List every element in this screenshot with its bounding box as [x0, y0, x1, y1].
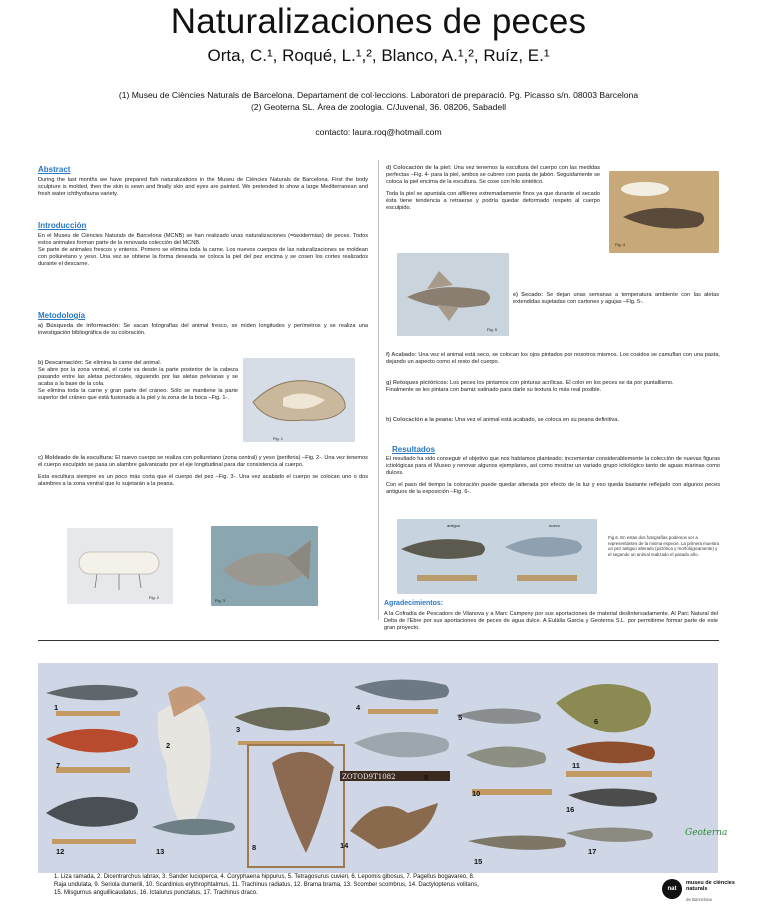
species-list [54, 873, 674, 897]
step-c-text-1: El nuevo cuerpo se realiza con poliuretano (zona central) y yeso (periferia) –Fig. 2-. Una vez tenemos el cuerpo esculpido se pasa un alambre galvanizado por el eje longitudinal para dar consistencia al cuerpo. [38, 455, 368, 468]
step-b-text-1: Se elimina la carne del animal. [84, 360, 162, 366]
fig3-label: Fig. 3 [215, 598, 226, 603]
step-g-text-2: Finalmente se les pintara con barniz satinado para darle su textura lo más real posible. [386, 386, 602, 393]
step-b-text-3: Se elimina toda la carne y gran parte del cráneo. Sólo se mantiene la parte superior del cráneo que está fusionada a la piel y la zona de la boca –Fig. 1-. [38, 387, 238, 401]
step-a-label: a) Búsqueda de información: [38, 323, 121, 329]
fig2-photo [67, 528, 173, 604]
gallery-number-15: 15 [474, 857, 483, 866]
introduccion-paragraph-1: En el Museu de Ciències Naturals de Barcelona (MCNB) se han realizado unas naturalizaciones (=taxidermias) de peces. Todos estos animales forman parte de la renovada colección del MCNB. [38, 233, 368, 246]
resultados-heading: Resultados [392, 445, 436, 454]
step-d-text-2: Toda la piel se apuntala con alfileres extremadamente finos ya que durante el secado ésta tiene tendencia a retraerse y podría quedar deformado respeto al cuerpo esculpido. [386, 190, 600, 211]
poster-title: Naturalizaciones de peces [170, 2, 587, 41]
geoterna-logo: Geoterna [685, 828, 728, 838]
gallery-plaque: ZOTOD9T1082 [342, 773, 396, 781]
step-h-label: h) Colocación a la peana: [386, 417, 454, 423]
step-e-text: Se dejan unas semanas a temperatura ambiente con las aletas extendidas sujetadas con cartones y agujas –Fig. 5-. [513, 292, 719, 305]
fig6-photo [397, 519, 597, 594]
fig5-photo [397, 253, 509, 336]
fig4-label: Fig. 4 [615, 242, 626, 247]
species-line-1: 1. Liza ramada, 2. Dicentrarchus labrax, 3. Sander lucioperca, 4. Coryphaena hippurus, 5. Tetragosurus cuvieri, 6. Lepomis gibosus, 7. Pagellus bogavareo, 8. [54, 874, 475, 880]
gallery-number-2: 2 [166, 741, 171, 750]
fig6-caption: Fig.6. En estas dos fotografías podemos ver a representantes de la misma especie. La primera muestra un pez antiguo alterado (pictórica y morfológicamente) y el segundo un animal realizado el pasado año. [608, 535, 720, 557]
fig3-photo [211, 526, 318, 606]
step-e [513, 292, 719, 306]
contact-email[interactable]: contacto: laura.roq@hotmail.com [315, 127, 442, 137]
gallery-number-8: 8 [252, 843, 257, 852]
gallery-number-4: 4 [356, 703, 361, 712]
step-h-text: Una vez el animal está acabado, se coloca en su peana definitiva. [455, 417, 619, 423]
fig4-illustration [609, 171, 719, 253]
step-f [386, 352, 720, 366]
step-c-label: c) Moldeado de la escultura: [38, 455, 114, 461]
resultados-text [386, 456, 720, 496]
abstract-text: During the last months we have prepared fish naturalizations in the Museu de Ciències Naturals de Barcelona. First the body sculpture is molded, then the skin is sewn and finally skin and eyes are painted. We pretended to show a large Mediterranean and fresh water ichthyofauna variety. [38, 177, 368, 197]
gallery-number-9: 9 [424, 773, 429, 782]
gallery-number-7: 7 [56, 761, 61, 770]
fig2-label: Fig. 2 [149, 595, 160, 600]
step-d-label: d) Colocación de la piel: [386, 165, 452, 171]
gallery-illustration [38, 663, 718, 873]
fig5-drying-fish-illustration [397, 253, 509, 336]
introduccion-text [38, 233, 368, 268]
column-divider [378, 160, 379, 620]
fig6-label-old: antiguo [447, 523, 461, 528]
agradecimientos-text: A la Cofradía de Pescadors de Vilanova y a Marc Campeny por sus aportaciones de material deslintersadamente. Al Parc Natural del Delta de l'Ebre por sus aportaciones de peces de agua dulce. A Eulàlia Garcia y Geoterna S.L. por permitirme formar parte de este gran proyecto. [384, 611, 718, 631]
resultados-paragraph-2: Con el paso del tiempo la coloración puede quedar alterada por efecto de la luz y eso queda bastante reflejado con algunos peces antiguos de la exposición –Fig. 6-. [386, 481, 720, 495]
step-g-text: Los peces los pintamos con pinturas acrílicas. El color en los peces se da por puntallismo. [450, 380, 674, 386]
step-b-text-2: Se abre por la zona ventral, el corte va desde la parte posterior de la cabeza pasando entre las aletas pectorales, siguiendo por las aletas pelvianas y se acaba a la base de la cola. [38, 366, 238, 387]
fig4-photo [609, 171, 719, 253]
gallery-number-17: 17 [588, 847, 597, 856]
fig6-fish-comparison-illustration [397, 519, 597, 594]
resultados-paragraph-1: El resultado ha sido conseguir el objetivo que nos hablamos planteado: incrementar considerablemente la colección de nuevas figuras ictiológicas para el Museo y renovar algunos ejemplares, así como mostrar un variado grupo ictiológico tanto de aguas marinas como dulces. [386, 456, 720, 476]
gallery-number-10: 10 [472, 789, 481, 798]
fig1-fish-skin-illustration [243, 358, 355, 442]
museum-logo-text: museu de ciències naturals [686, 880, 735, 893]
fig1-photo [243, 358, 355, 442]
step-f-text: Una vez el animal está seco, se colocan los ojos pintados por nosotros mismos. Los cosidos se camuflan con una pasta, dejando un aspecto como el resto del cuerpo. [386, 352, 720, 365]
fish-gallery [38, 663, 718, 873]
step-e-label: e) Secado: [513, 292, 544, 298]
introduccion-heading: Introducción [38, 221, 87, 230]
affiliations [0, 89, 757, 113]
gallery-number-13: 13 [156, 847, 165, 856]
gallery-number-12: 12 [56, 847, 65, 856]
affiliation-2: (2) Geoterna SL. Àrea de zoologia. C/Juvenal, 36. 08206, Sabadell [250, 102, 507, 112]
fig6-label-new: nuevo [549, 523, 560, 528]
species-line-3: 15. Misgurnus anguillicaudatus, 16. Ictalurus punctatus, 17. Trachinus draco. [54, 890, 258, 896]
step-d [386, 165, 600, 211]
museum-logo-icon: nat [662, 879, 682, 899]
metodologia-heading: Metodología [38, 311, 86, 320]
gallery-number-11: 11 [572, 761, 580, 770]
metodologia-b [38, 360, 238, 401]
gallery-number-16: 16 [566, 805, 575, 814]
gallery-number-6: 6 [594, 717, 599, 726]
step-f-label: f) Acabado: [386, 352, 417, 358]
introduccion-paragraph-2: Se parte de animales frescos y enteros. Primero se elimina toda la carne. Los nuevos cuerpos de las naturalizaciones se moldean con poliuretano y yeso. Una vez se obtiene la forma deseada se coloca la piel del pez encima y se cosen los cortes realizados durante el descarne. [38, 246, 368, 267]
step-g [386, 380, 720, 394]
step-a-text: Se sacan fotografías del animal fresco, se miden longitudes y perímetros y se realiza una investigación bibliográfica de su coloración. [38, 323, 369, 336]
fig1-label: Fig. 1 [273, 436, 284, 441]
metodologia-a [38, 323, 368, 337]
fig5-label: Fig. 5 [487, 327, 498, 332]
step-h [386, 417, 720, 424]
gallery-number-1: 1 [54, 703, 59, 712]
step-d-text: Una vez tenemos la escultura del cuerpo con las medidas perfectas –Fig. 4- para la piel, ambos se cubren con pasta de jabón. Seguidamente se coloca la piel encima de la escultura. Se cose con hilo sintético. [386, 165, 601, 185]
gallery-number-3: 3 [236, 725, 241, 734]
step-b-label: b) Descarnación: [38, 360, 84, 366]
section-divider [38, 640, 719, 641]
step-g-label: g) Retoques pictóricos: [386, 380, 449, 386]
metodologia-c [38, 455, 368, 488]
gallery-number-14: 14 [340, 841, 349, 850]
species-line-2: Raja undulata, 9. Seriola dumerili, 10. Scardinius erythrophtalmus, 11. Trachinus radiatus, 12. Brama brama, 13. Scomber scombrus, 14. Dactylopterus volitans, [54, 882, 479, 888]
fig3-fish-illustration [211, 526, 318, 606]
abstract-heading: Abstract [38, 165, 71, 174]
authors: Orta, C.¹, Roqué, L.¹,², Blanco, A.¹,², Ruíz, E.¹ [207, 46, 550, 65]
gallery-number-5: 5 [458, 713, 463, 722]
museum-logo-subtext: de Barcelona [686, 897, 712, 902]
affiliation-1: (1) Museu de Ciències Naturals de Barcelona. Departament de col·leccions. Laboratori de preparació. Pg. Picasso s/n. 08003 Barcelona [118, 90, 639, 100]
agradecimientos-heading: Agradecimientos: [384, 600, 444, 607]
step-c-text-2: Esta escultura siempre es un poco más corta que el cuerpo del pez –Fig. 3-. Una vez acabado el cuerpo se colocan uno o dos alambres a la zona ventral que lo sujetarán a la peana. [38, 473, 368, 487]
fig2-sculpture-illustration [67, 528, 173, 604]
